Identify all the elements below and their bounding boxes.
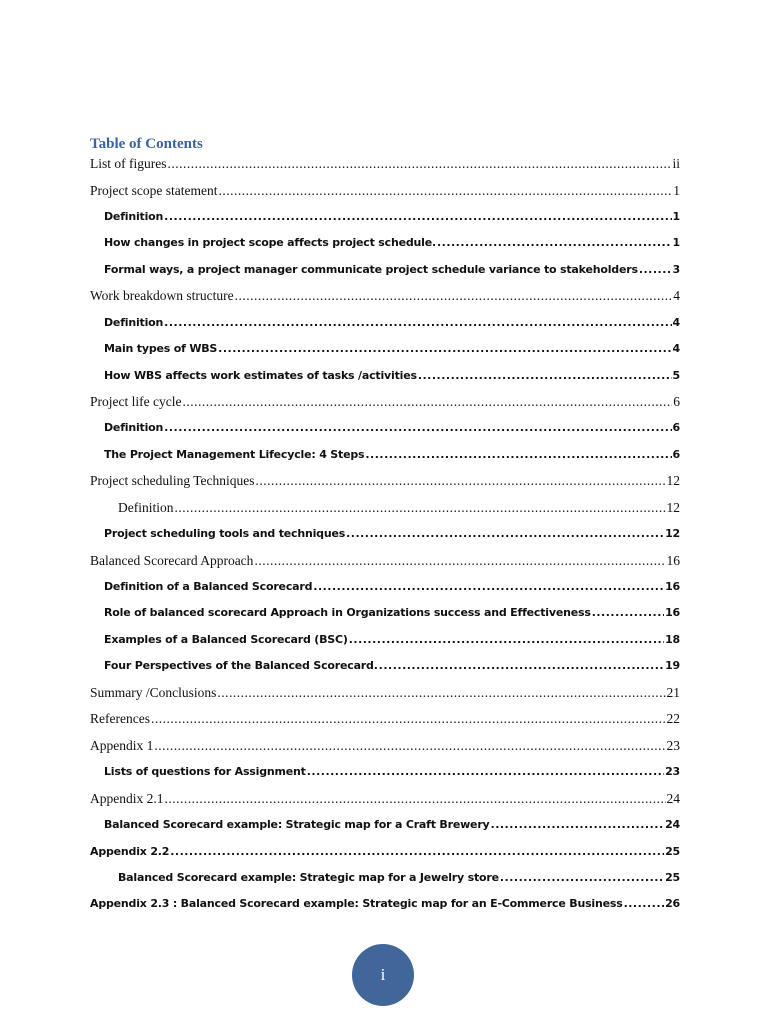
- dot-leader: [313, 580, 664, 593]
- toc-entry-schedule-variance[interactable]: [104, 263, 680, 276]
- dot-leader: [164, 421, 671, 434]
- toc-entry-bsc-role[interactable]: [104, 606, 680, 619]
- toc-entry-label: Project scope statement: [90, 183, 218, 198]
- toc-entry-assignment-questions[interactable]: [104, 765, 680, 778]
- toc-entry-label: The Project Management Lifecycle: 4 Steps: [104, 448, 365, 461]
- toc-entry-scheduling-tools[interactable]: [104, 527, 680, 540]
- toc-entry-page: 18: [665, 633, 680, 646]
- dot-leader: [164, 316, 671, 329]
- toc-entry-page: 12: [666, 473, 680, 488]
- toc-entry-label: List of figures: [90, 156, 167, 171]
- toc-entry-wbs-work-estimates[interactable]: [104, 369, 680, 382]
- toc-entry-list-of-figures[interactable]: [90, 156, 680, 172]
- toc-entry-page: 25: [665, 871, 680, 884]
- dot-leader: [170, 845, 664, 858]
- toc-entry-label: Work breakdown structure: [90, 288, 234, 303]
- toc-entry-page: 1: [672, 210, 680, 223]
- toc-entry-page: 21: [666, 685, 680, 700]
- dot-leader: [592, 606, 664, 619]
- toc-entry-label: Project scheduling tools and techniques: [104, 527, 346, 540]
- toc-entry-label: Summary /Conclusions: [90, 685, 217, 700]
- toc-entry-label: Project scheduling Techniques: [90, 473, 255, 488]
- toc-entry-label: Definition: [104, 421, 164, 434]
- toc-entry-lifecycle-4-steps[interactable]: [104, 448, 680, 461]
- toc-entry-project-scheduling-techniques[interactable]: [90, 473, 680, 489]
- toc-entry-page: 4: [672, 342, 680, 355]
- toc-entry-label: How changes in project scope affects project schedule.: [104, 236, 436, 249]
- toc-entry-bsc-definition[interactable]: [104, 580, 680, 593]
- dot-leader: [218, 183, 672, 199]
- toc-entry-page: 22: [666, 711, 680, 726]
- toc-entry-summary-conclusions[interactable]: [90, 685, 680, 701]
- toc-title: Table of Contents: [90, 136, 203, 152]
- toc-entry-label: Definition: [118, 500, 174, 515]
- toc-entry-label: Main types of WBS: [104, 342, 218, 355]
- toc-entry-label: How WBS affects work estimates of tasks /activities: [104, 369, 417, 382]
- toc-entry-definition[interactable]: [104, 421, 680, 434]
- toc-entry-main-types-of-wbs[interactable]: [104, 342, 680, 355]
- toc-entry-project-scope-statement[interactable]: [90, 183, 680, 199]
- toc-entry-label: Appendix 2.3 : Balanced Scorecard example: Strategic map for an E-Commerce Business: [90, 897, 623, 910]
- dot-leader: [175, 500, 666, 516]
- dot-leader: [346, 527, 664, 540]
- toc-entry-page: 12: [666, 500, 680, 515]
- dot-leader: [168, 156, 672, 172]
- toc-entry-appendix-2-2[interactable]: [90, 845, 680, 858]
- toc-entry-appendix-2-3[interactable]: [90, 897, 680, 910]
- dot-leader: [217, 685, 665, 701]
- toc-entry-label: Appendix 2.2: [90, 845, 170, 858]
- toc-entry-page: 24: [666, 791, 680, 806]
- toc-entry-label: Appendix 1: [90, 738, 154, 753]
- toc-entry-page: 24: [665, 818, 680, 831]
- page-number-badge: [352, 944, 414, 1006]
- toc-entry-craft-brewery[interactable]: [104, 818, 680, 831]
- toc-entry-label: Definition: [104, 316, 164, 329]
- dot-leader: [307, 765, 664, 778]
- toc-entry-page: 19: [665, 659, 680, 672]
- toc-entry-label: Definition of a Balanced Scorecard: [104, 580, 313, 593]
- dot-leader: [349, 633, 664, 646]
- toc-entry-bsc-perspectives[interactable]: [104, 659, 680, 672]
- toc-entry-page: 1: [672, 236, 680, 249]
- toc-entry-definition[interactable]: [104, 210, 680, 223]
- dot-leader: [164, 210, 671, 223]
- toc-entry-label: References: [90, 711, 150, 726]
- toc-entry-page: 6: [673, 394, 680, 409]
- toc-entry-balanced-scorecard-approach[interactable]: [90, 553, 680, 569]
- dot-leader: [165, 791, 666, 807]
- toc-entry-page: 23: [666, 738, 680, 753]
- toc-entry-label: Appendix 2.1: [90, 791, 164, 806]
- dot-leader: [256, 473, 666, 489]
- toc-entry-page: 16: [665, 580, 680, 593]
- toc-entry-page: 4: [673, 288, 680, 303]
- page-number: i: [380, 965, 386, 984]
- toc-entry-page: 16: [665, 606, 680, 619]
- toc-entry-label: Lists of questions for Assignment: [104, 765, 306, 778]
- toc-entry-page: 5: [672, 369, 680, 382]
- toc-entry-scope-changes[interactable]: [104, 236, 680, 249]
- toc-entry-project-life-cycle[interactable]: [90, 394, 680, 410]
- toc-entry-label: Examples of a Balanced Scorecard (BSC): [104, 633, 348, 646]
- toc-entry-page: 16: [666, 553, 680, 568]
- dot-leader: [154, 738, 665, 754]
- toc-entry-page: 23: [665, 765, 680, 778]
- toc-entry-page: 6: [672, 421, 680, 434]
- dot-leader: [437, 236, 672, 249]
- dot-leader: [235, 288, 673, 304]
- toc-entry-page: 12: [665, 527, 680, 540]
- toc-entry-appendix-1[interactable]: [90, 738, 680, 754]
- toc-entry-references[interactable]: [90, 711, 680, 727]
- toc-entry-page: 26: [665, 897, 680, 910]
- dot-leader: [365, 448, 671, 461]
- toc-entry-page: 4: [672, 316, 680, 329]
- toc-entry-page: 25: [665, 845, 680, 858]
- toc-entry-page: 6: [672, 448, 680, 461]
- toc-entry-label: Definition: [104, 210, 164, 223]
- toc-entry-label: Balanced Scorecard example: Strategic map for a Craft Brewery: [104, 818, 490, 831]
- dot-leader: [624, 897, 665, 910]
- dot-leader: [218, 342, 671, 355]
- toc-entry-jewelry-store[interactable]: [118, 871, 680, 884]
- dot-leader: [491, 818, 665, 831]
- dot-leader: [639, 263, 672, 276]
- dot-leader: [500, 871, 664, 884]
- toc-entry-label: Balanced Scorecard Approach: [90, 553, 254, 568]
- toc-entry-definition[interactable]: [104, 316, 680, 329]
- toc-entry-appendix-2-1[interactable]: [90, 791, 680, 807]
- toc-entry-page: ii: [672, 156, 680, 171]
- toc-entry-label: Four Perspectives of the Balanced Scorecard.: [104, 659, 378, 672]
- toc-entry-label: Role of balanced scorecard Approach in Organizations success and Effectiveness: [104, 606, 591, 619]
- toc-entry-bsc-examples[interactable]: [104, 633, 680, 646]
- dot-leader: [379, 659, 664, 672]
- toc-entry-label: Balanced Scorecard example: Strategic map for a Jewelry store: [118, 871, 499, 884]
- toc-entry-label: Formal ways, a project manager communicate project schedule variance to stakeholders: [104, 263, 638, 276]
- dot-leader: [418, 369, 672, 382]
- toc-entry-label: Project life cycle: [90, 394, 182, 409]
- toc-entry-page: 3: [672, 263, 680, 276]
- toc-entry-work-breakdown-structure[interactable]: [90, 288, 680, 304]
- toc-entry-definition[interactable]: [118, 500, 680, 516]
- dot-leader: [151, 711, 666, 727]
- dot-leader: [182, 394, 672, 410]
- dot-leader: [254, 553, 665, 569]
- toc-entry-page: 1: [673, 183, 680, 198]
